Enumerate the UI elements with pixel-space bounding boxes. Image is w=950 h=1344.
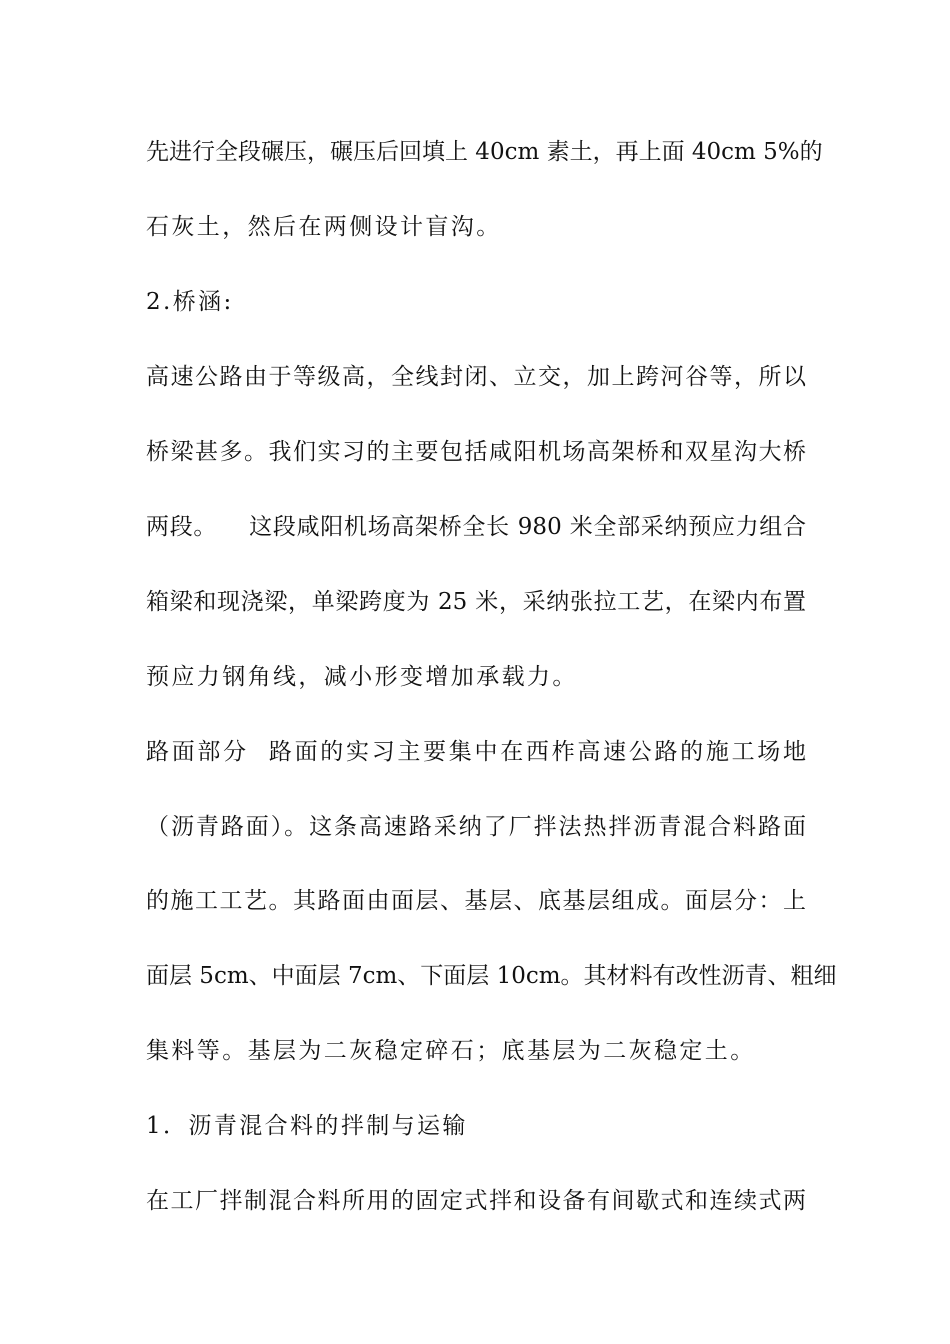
text-line-12: 面层 5cm、中面层 7cm、下面层 10cm。其材料有改性沥青、粗细 (146, 963, 837, 989)
section-heading-bridges: 2.桥涵: (146, 289, 234, 315)
text-line-13: 集料等。基层为二灰稳定碎石；底基层为二灰稳定土。 (146, 1038, 756, 1064)
text-line-1: 先进行全段碾压，碾压后回填上 40cm 素土，再上面 40cm 5%的 (146, 139, 823, 165)
text-line-8: 预应力钢角线，减小形变增加承载力。 (146, 664, 578, 690)
text-line-15: 在工厂拌制混合料所用的固定式拌和设备有间歇式和连续式两 (146, 1188, 806, 1214)
section-heading-asphalt-mixing: 1．沥青混合料的拌制与运输 (146, 1113, 468, 1139)
text-line-7: 箱梁和现浇梁，单梁跨度为 25 米，采纳张拉工艺，在梁内布置 (146, 589, 806, 615)
text-line-10: （沥青路面）。这条高速路采纳了厂拌法热拌沥青混合料路面 (146, 814, 806, 840)
text-line-9: 路面部分 路面的实习主要集中在西柞高速公路的施工场地 (146, 739, 806, 765)
text-line-6: 两段。 这段咸阳机场高架桥全长 980 米全部采纳预应力组合 (146, 514, 806, 540)
text-line-11: 的施工工艺。其路面由面层、基层、底基层组成。面层分：上 (146, 888, 806, 914)
text-line-4: 高速公路由于等级高，全线封闭、立交，加上跨河谷等，所以 (146, 364, 806, 390)
text-line-5: 桥梁甚多。我们实习的主要包括咸阳机场高架桥和双星沟大桥 (146, 439, 806, 465)
text-line-2: 石灰土，然后在两侧设计盲沟。 (146, 214, 502, 240)
